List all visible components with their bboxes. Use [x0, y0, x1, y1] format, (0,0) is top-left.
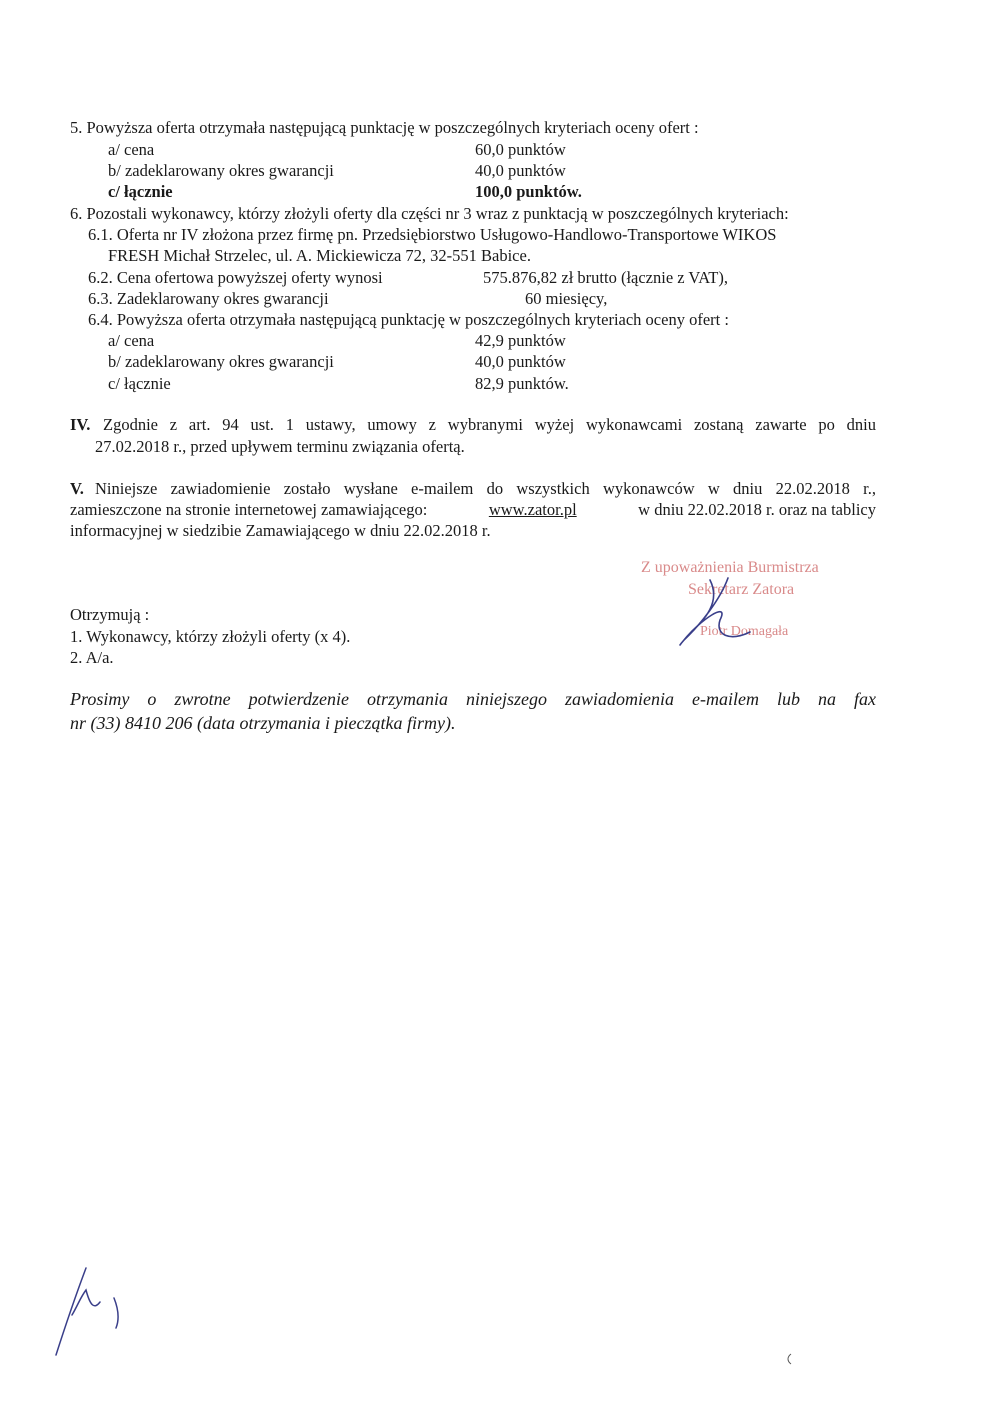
section5-heading: 5. Powyższa oferta otrzymała następującą punktację w poszczególnych kryteriach oceny ofert : [70, 118, 699, 137]
s5-value-price: 60,0 punktów [475, 140, 566, 159]
s6-warranty-value: 60 miesięcy, [525, 289, 608, 308]
s5-label-total: c/ łącznie [108, 182, 173, 201]
initials-mark [50, 1260, 150, 1360]
request-line2: nr (33) 8410 206 (data otrzymania i pieczątka firmy). [70, 713, 456, 733]
sectionV-numeral: V. [70, 479, 84, 498]
section6-heading: 6. Pozostali wykonawcy, którzy złożyli oferty dla części nr 3 wraz z punktacją w poszczególnych kryteriach: [70, 204, 789, 223]
sectionIV-numeral: IV. [70, 415, 91, 434]
sectionIV-line2: 27.02.2018 r., przed upływem terminu związania ofertą. [95, 437, 465, 456]
s5-value-total: 100,0 punktów. [475, 182, 582, 201]
s6-value-total: 82,9 punktów. [475, 374, 569, 393]
s6-offer-line2: FRESH Michał Strzelec, ul. A. Mickiewicza 72, 32-551 Babice. [108, 246, 531, 265]
s6-offer-line1: 6.1. Oferta nr IV złożona przez firmę pn. Przedsiębiorstwo Usługowo-Handlowo-Transportowe WIKOS [88, 225, 777, 244]
sectionIV-line1: Zgodnie z art. 94 ust. 1 ustawy, umowy z wybranymi wyżej wykonawcami zostaną zawarte po dniu [103, 415, 876, 434]
recipient-item: 2. A/a. [70, 648, 114, 667]
s5-label-price: a/ cena [108, 140, 155, 159]
s6-label-total: c/ łącznie [108, 374, 171, 393]
sectionV-line1: Niniejsze zawiadomienie zostało wysłane e-mailem do wszystkich wykonawców w dniu 22.02.2018 r., [95, 479, 876, 498]
request-line1: Prosimy o zwrotne potwierdzenie otrzymania niniejszego zawiadomienia e-mailem lub na fax [70, 689, 876, 709]
s5-value-warranty: 40,0 punktów [475, 161, 566, 180]
sectionV-line3: informacyjnej w siedzibie Zamawiającego w dniu 22.02.2018 r. [70, 521, 491, 540]
s6-label-warranty: b/ zadeklarowany okres gwarancji [108, 352, 334, 371]
s6-value-price: 42,9 punktów [475, 331, 566, 350]
sectionV-line2-before: zamieszczone na stronie internetowej zamawiającego: [70, 500, 428, 519]
s6-value-warranty: 40,0 punktów [475, 352, 566, 371]
s6-warranty-label: 6.3. Zadeklarowany okres gwarancji [88, 289, 329, 308]
stamp-line3: Piotr Domagała [700, 624, 789, 639]
s6-label-price: a/ cena [108, 331, 155, 350]
stamp-line1: Z upoważnienia Burmistrza [641, 559, 819, 576]
sectionV-line2 [70, 500, 876, 520]
s6-price-value: 575.876,82 zł brutto (łącznie z VAT), [483, 268, 729, 287]
signature-mark [670, 570, 800, 660]
s6-price-label: 6.2. Cena ofertowa powyższej oferty wynosi [88, 268, 383, 287]
stamp-line2: Sekretarz Zatora [688, 581, 795, 598]
zator-website-link[interactable]: www.zator.pl [488, 500, 577, 519]
recipients-heading: Otrzymują : [70, 605, 150, 624]
s6-scoring-heading: 6.4. Powyższa oferta otrzymała następującą punktację w poszczególnych kryteriach oceny ofert : [88, 310, 729, 329]
s5-label-warranty: b/ zadeklarowany okres gwarancji [108, 161, 334, 180]
recipient-item: 1. Wykonawcy, którzy złożyli oferty (x 4). [70, 627, 351, 646]
corner-mark [784, 1352, 794, 1366]
sectionV-line2-after: w dniu 22.02.2018 r. oraz na tablicy [638, 500, 876, 519]
